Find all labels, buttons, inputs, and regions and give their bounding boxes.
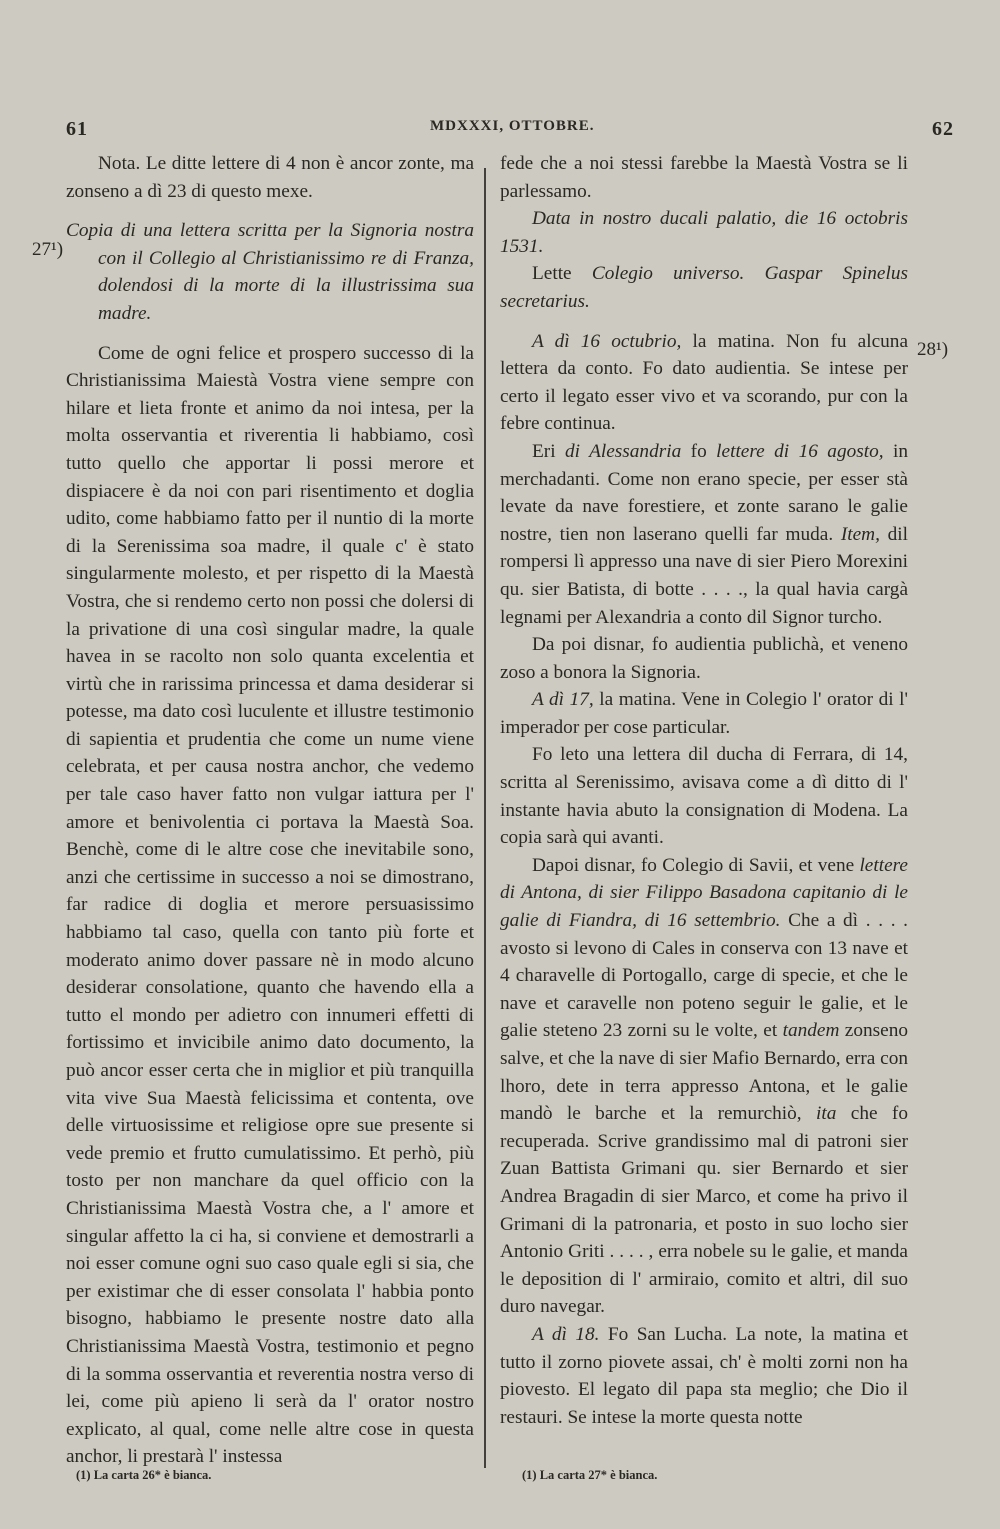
right-footnote: (1) La carta 27* è bianca. xyxy=(522,1468,658,1482)
entry-oct-18: A dì 18. Fo San Lucha. La note, la matina et tutto il zorno piovete assai, ch' è molti zorni non ha piovesto. El legato dil papa sta meglio; che Dio il restauri. Se intese la morte questa notte xyxy=(500,1323,908,1428)
entry-savii: Dapoi disnar, fo Colegio di Savii, et vene lettere di Antona, di sier Filippo Basadona capitanio di le galie di Fiandra, di 16 settembrio. Che a dì . . . . avosto si levono di Cales in conserva con 13 nave et 4 charavelle di Portogallo, carge di specie, et che le nave et caravelle non poteno seguir le galie, et le galie steteno 23 zorni su le volte, et tandem zonseno salve, et che la nave di sier Mafio Bernardo, erra con lhoro, dete in terra appresso Antona, et le galie mandò le barche et la remurchiò, ita che fo recuperada. Scrive grandissimo mal di patroni sier Zuan Battista Grimani qu. sier Bernardo et sier Andrea Bragadin di sier Marco, et come ha privo il Grimani di la patronaria, et posto in suo locho sier Antonio Griti . . . . , erra nobele su le galie, et manda le deposition di l' armiraio, comito et altri, dil suo duro navegar. xyxy=(500,854,909,1318)
date-line: Data in nostro ducali palatio, die 16 octobris 1531. xyxy=(500,208,908,257)
letter-body: Come de ogni felice et prospero successo di la Christianissima Maiestà Vostra viene sempre con hilare et lieta fronte et animo da noi intesa, per la molta osservantia et riverentia li habbiamo, così tutto quello che apportar li possi merore et dispiacere è da noi con pari risentimento et doglia udito, come habbiamo fatto per il nuntio di la morte di la Serenissima soa madre, il quale c' è stato singularmente molesto, et per rispetto di la Maestà Vostra, che si rendemo certo non possi che dolersi di la privatione di una così singular madre, la quale havea in se racolto non solo quanta excelentia et virtù che in rarissima princessa et dama desiderar si potesse, ma dato così luculente et illustre testimonio di sapientia et prudentia che come un nume viene celebrata, et per causa nostra anchor, che vedemo per tale caso haver fatto non vulgar iattura per l' amore et benivolentia ci portava la Maestà Soa. Benchè, come di le altre cose che inevitabile sono, anzi che certissime in successo a noi se dimostrano, far radice di doglia et merore persuasissimo habbiamo tal caso, quella con tanto più forte et moderato animo dover passare nè in modo alcuno desiderar consolatione, quanto che havendo ella a tutto el mondo per adietro con innumeri effetti di fortissimo et invicibile animo dato documento, la può ancor esser certa che in miglior et più tranquilla vita vive Sua Maestà felicissima et contenta, ove delle virtuosissime et religiose opre sue presente si vede premio et frutto cumulatissimo. Et perhò, più tosto per non manchare da quel officio con la Christianissima Maestà Vostra che, a l' amore et singular affetto la ci ha, si conviene et demostrarli a noi esser comune ogni suo caso quale egli si sia, che per existimar che di esser consolata l' habbia ponto bisogno, habbiamo le presente nostre dato alla Christianissima Maestà Vostra, testimonio et pegno di la somma osservantia et reverentia nostra verso di lei, come più apieno li serà da l' orator nostro explicato, al qual, come nelle altre cose in questa anchor, li prestarà l' instessa xyxy=(66,342,474,1468)
letter-heading: Copia di una lettera scritta per la Signoria nostra con il Collegio al Christianissimo re di Franza, dolendosi di la morte di la illustrissima sua madre. xyxy=(66,220,474,324)
column-divider xyxy=(484,168,486,1468)
nota-paragraph: Nota. Le ditte lettere di 4 non è ancor zonte, ma zonseno a dì 23 di questo mexe. xyxy=(66,153,474,202)
lette-line: Lette Colegio universo. Gaspar Spinelus secretarius. xyxy=(500,263,908,312)
entry-oct-16: A dì 16 octubrio, la matina. Non fu alcuna lettera da conto. Fo dato audientia. Se intese per certo il legato esser vivo et va scorando, pur con la febre continua. xyxy=(500,330,908,435)
entry-ferrara: Fo leto una lettera dil ducha di Ferrara, di 14, scritta al Serenissimo, avisava come a dì ditto di l' instante havia abuto la consignation di Modena. La copia sarà qui avanti. xyxy=(500,744,908,849)
entry-alessandria: Eri di Alessandria fo lettere di 16 agosto, in merchadanti. Come non erano specie, per esser stà levate da nave forestiere, et zonte sarano le galie nostre, tien non laserano quelli far muda. Item, dil rompersi lì appresso una nave di sier Piero Morexini qu. sier Batista, di botte . . . ., la qual havia cargà legnami per Alexandria a conto dil Signor turcho. xyxy=(500,440,909,628)
left-column xyxy=(66,150,474,1471)
letter-continuation: fede che a noi stessi farebbe la Maestà Vostra se li parlessamo. xyxy=(500,153,908,202)
margin-mark-27: 27¹) xyxy=(32,239,64,260)
left-footnote: (1) La carta 26* è bianca. xyxy=(76,1468,212,1482)
running-title: MDXXXI, OTTOBRE. xyxy=(430,118,595,134)
entry-dapoi-disnar: Da poi disnar, fo audientia publichà, et veneno zoso a bonora la Signoria. xyxy=(500,634,908,683)
right-column xyxy=(500,150,908,1431)
entry-oct-17: A dì 17, la matina. Vene in Colegio l' orator di l' imperador per cose particular. xyxy=(500,689,909,738)
left-page-number: 61 xyxy=(66,118,88,140)
right-page-number: 62 xyxy=(932,118,954,140)
margin-mark-28: 28¹) xyxy=(917,339,949,360)
